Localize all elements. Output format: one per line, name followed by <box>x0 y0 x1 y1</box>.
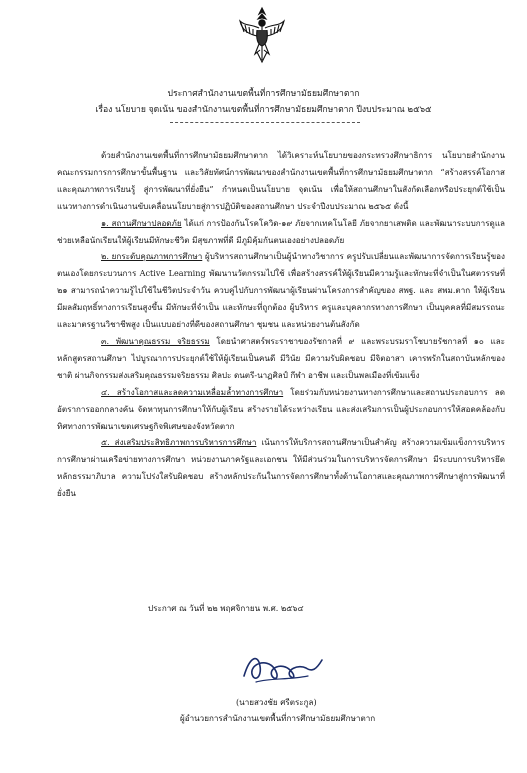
announcement-body <box>57 147 505 502</box>
intro-paragraph: ด้วยสำนักงานเขตพื้นที่การศึกษามัธยมศึกษาตาก ได้วิเคราะห์นโยบายของกระทรวงศึกษาธิการ นโยบายสำนักงานคณะกรรมการการศึกษาขั้นพื้นฐาน และวิสัยทัศน์การพัฒนาของสำนักงานเขตพื้นที่การศึกษามัธยมศึกษาตาก “สร้างสรรค์โอกาสและคุณภาพการเรียนรู้ สู่การพัฒนาที่ยั่งยืน” กำหนดเป็นนโยบาย จุดเน้น เพื่อให้สถานศึกษาในสังกัดเลือกหรือประยุกต์ใช้เป็นแนวทางการดำเนินงานขับเคลื่อนนโยบายสู่การปฏิบัติของสถานศึกษา ประจำปีงบประมาณ ๒๕๖๕ ดังนี้ <box>57 150 505 211</box>
garuda-emblem-icon <box>237 6 287 64</box>
date-line: ประกาศ ณ วันที่ ๒๒ พฤศจิกายน พ.ศ. ๒๕๖๔ <box>148 603 304 613</box>
signer-name: (นายสวงชัย ศรีตระกูล) <box>236 697 317 707</box>
policy-text: โดยนำศาสตร์พระราชาของรัชกาลที่ ๙ และพระบรมราโชบายรัชกาลที่ ๑๐ และหลักสูตรสถานศึกษา ไปบูรณาการประยุกต์ใช้ให้ผู้เรียนเป็นคนดี มีวินัย มีความรับผิดชอบ มีจิตอาสา เคารพรักในสถาบันหลักของชาติ ผ่านกิจกรรมส่งเสริมคุณธรรมจริยธรรม ศิลปะ ดนตรี-นาฏศิลป์ กีฬา อาชีพ และเป็นพลเมืองที่เข้มแข็ง <box>57 335 506 380</box>
policy-heading: ๑. สถานศึกษาปลอดภัย <box>101 217 182 228</box>
policy-item <box>57 248 505 333</box>
policy-text: โดยร่วมกับหน่วยงานทางการศึกษาและสถานประกอบการ ลดอัตราการออกกลางคัน จัดหาทุนการศึกษาให้กับผู้เรียน สร้างรายได้ระหว่างเรียน และส่งเสริมการเป็นผู้ประกอบการให้สอดคล้องกับทิศทางการพัฒนาเขตเศรษฐกิจพิเศษของจังหวัดตาก <box>57 386 505 431</box>
policy-heading: ๒. ยกระดับคุณภาพการศึกษา <box>101 251 203 262</box>
announcement-subject: เรื่อง นโยบาย จุดเน้น ของสำนักงานเขตพื้นที่การศึกษามัธยมศึกษาตาก ปีงบประมาณ ๒๕๖๕ <box>95 105 432 115</box>
header-divider <box>170 122 360 123</box>
signature-image <box>236 646 328 690</box>
policy-item <box>57 333 505 384</box>
policy-text: ผู้บริหารสถานศึกษาเป็นผู้นำทางวิชาการ ครูปรับเปลี่ยนและพัฒนาการจัดการเรียนรู้ของตนเองโดยกระบวนการ Active Learning พัฒนานวัตกรรมไปใช้ เพื่อสร้างสรรค์ให้ผู้เรียนมีความรู้และทักษะที่จำเป็นในศตวรรษที่ ๒๑ สามารถนำความรู้ไปใช้ในชีวิตประจำวัน ควบคู่ไปกับการพัฒนาผู้เรียนผ่านโครงการสำคัญของ สพฐ. และ สพม.ตาก ให้ผู้เรียนมีผลสัมฤทธิ์ทางการเรียนสูงขึ้น มีทักษะที่จำเป็น และทักษะที่ถูกต้อง ผู้บริหาร ครูและบุคลากรทางการศึกษา เป็นบุคคลที่มีสมรรถนะและมาตรฐานวิชาชีพสูง เป็นแบบอย่างที่ดีของสถานศึกษา ชุมชน และหน่วยงานต้นสังกัด <box>57 251 505 330</box>
policy-text: ได้แก่ การป้องกันโรคโควิด-๑๙ ภัยจากเทคโนโลยี ภัยจากยาเสพติด และพัฒนาระบบการดูแลช่วยเหลือนักเรียนให้ผู้เรียนมีทักษะชีวิต มีสุขภาพที่ดี มีภูมิคุ้มกันตนเองอย่างปลอดภัย <box>57 217 505 245</box>
announcement-title: ประกาศสำนักงานเขตพื้นที่การศึกษามัธยมศึกษาตาก <box>167 89 360 99</box>
policy-item <box>57 384 505 435</box>
policy-item <box>57 215 505 249</box>
policy-text: เน้นการให้บริการสถานศึกษาเป็นสำคัญ สร้างความเข้มแข็งการบริหารการศึกษาผ่านเครือข่ายทางการศึกษา หน่วยงานภาครัฐและเอกชน ให้มีส่วนร่วมในการบริหารจัดการศึกษา มีระบบการบริหารยึดหลักธรรมาภิบาล ความโปร่งใสรับผิดชอบ สร้างหลักประกันในการจัดการศึกษาทั้งด้านโอกาสและคุณภาพการศึกษาสู่การพัฒนาที่ยั่งยืน <box>57 437 506 499</box>
policy-heading: ๕. ส่งเสริมประสิทธิภาพการบริหารการศึกษา <box>101 437 257 448</box>
signer-title: ผู้อำนวยการสำนักงานเขตพื้นที่การศึกษามัธยมศึกษาตาก <box>180 713 376 723</box>
policy-heading: ๔. สร้างโอกาสและลดความเหลื่อมล้ำทางการศึกษา <box>101 386 284 397</box>
policy-heading: ๓. พัฒนาคุณธรรม จริยธรรม <box>101 335 210 346</box>
policy-item <box>57 434 505 502</box>
